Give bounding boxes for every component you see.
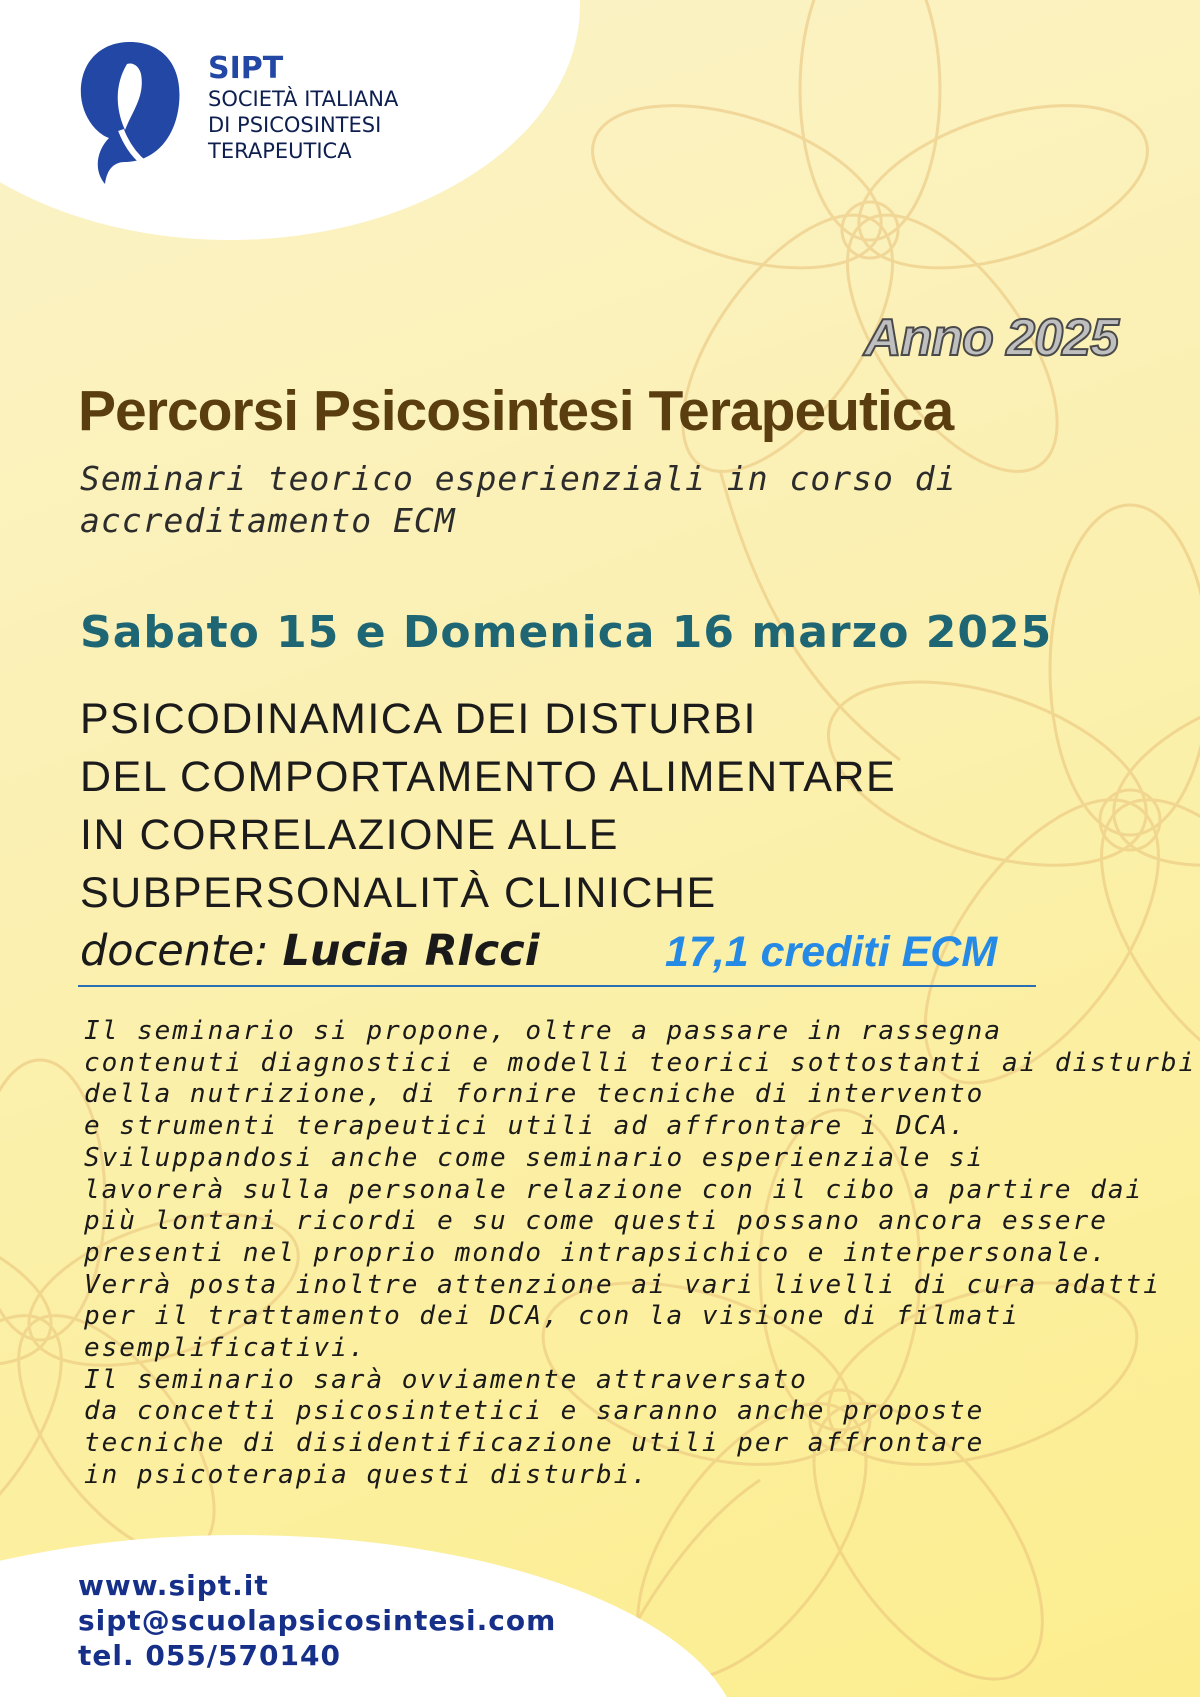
description-line: contenuti diagnostici e modelli teorici sottostanti ai disturbi [84, 1047, 1197, 1078]
email-link[interactable]: sipt@scuolapsicosintesi.com [78, 1604, 557, 1637]
ecm-credits: 17,1 crediti ECM [665, 928, 998, 976]
organization-block [208, 52, 398, 164]
event-date: Sabato 15 e Domenica 16 marzo 2025 [80, 607, 1053, 658]
seminar-description [84, 1016, 1197, 1492]
organization-name-line: DI PSICOSINTESI [208, 113, 382, 137]
organization-acronym: SIPT [208, 51, 284, 86]
topic-line: SUBPERSONALITÀ CLINICHE [80, 869, 717, 917]
divider [78, 985, 1036, 987]
teacher [80, 926, 540, 976]
description-line: per il trattamento dei DCA, con la visione di filmati [84, 1301, 1020, 1332]
description-line: in psicoterapia questi disturbi. [84, 1459, 649, 1490]
organization-name-line: TERAPEUTICA [208, 139, 352, 163]
subtitle-line: Seminari teorico esperienziali in corso di [80, 459, 957, 498]
description-line: Sviluppandosi anche come seminario esperienziale si [84, 1142, 985, 1173]
seminar-topic [80, 690, 896, 922]
year-label: Anno 2025 [864, 309, 1118, 367]
teacher-name: Lucia RIcci [282, 926, 540, 976]
description-line: esemplificativi. [84, 1333, 367, 1364]
description-line: Il seminario si propone, oltre a passare in rassegna [84, 1016, 1002, 1046]
topic-line: PSICODINAMICA DEI DISTURBI [80, 695, 757, 743]
sipt-logo-icon [75, 38, 185, 186]
description-line: Verrà posta inoltre attenzione ai vari livelli di cura adatti [84, 1269, 1161, 1300]
organization-name-line: SOCIETÀ ITALIANA [208, 87, 399, 111]
subtitle [80, 458, 1000, 542]
description-line: più lontani ricordi e su come questi possano ancora essere [84, 1206, 1108, 1237]
description-line: della nutrizione, di fornire tecniche di intervento [84, 1079, 985, 1110]
description-line: da concetti psicosintetici e saranno anche proposte [84, 1396, 985, 1427]
description-line: presenti nel proprio mondo intrapsichico e interpersonale. [84, 1237, 1108, 1268]
description-line: Il seminario sarà ovviamente attraversato [84, 1364, 808, 1395]
page-title: Percorsi Psicosintesi Terapeutica [78, 379, 954, 443]
website-link[interactable]: www.sipt.it [78, 1569, 269, 1602]
description-line: e strumenti terapeutici utili ad affrontare i DCA. [84, 1111, 967, 1142]
description-line: lavorerà sulla personale relazione con il cibo a partire dai [84, 1174, 1144, 1205]
contacts [78, 1568, 556, 1673]
topic-line: DEL COMPORTAMENTO ALIMENTARE [80, 753, 897, 801]
topic-line: IN CORRELAZIONE ALLE [80, 811, 619, 859]
subtitle-line: accreditamento ECM [80, 501, 456, 540]
description-line: tecniche di disidentificazione utili per affrontare [84, 1428, 985, 1459]
teacher-label: docente: [80, 926, 269, 976]
phone-number: tel. 055/570140 [78, 1639, 341, 1672]
